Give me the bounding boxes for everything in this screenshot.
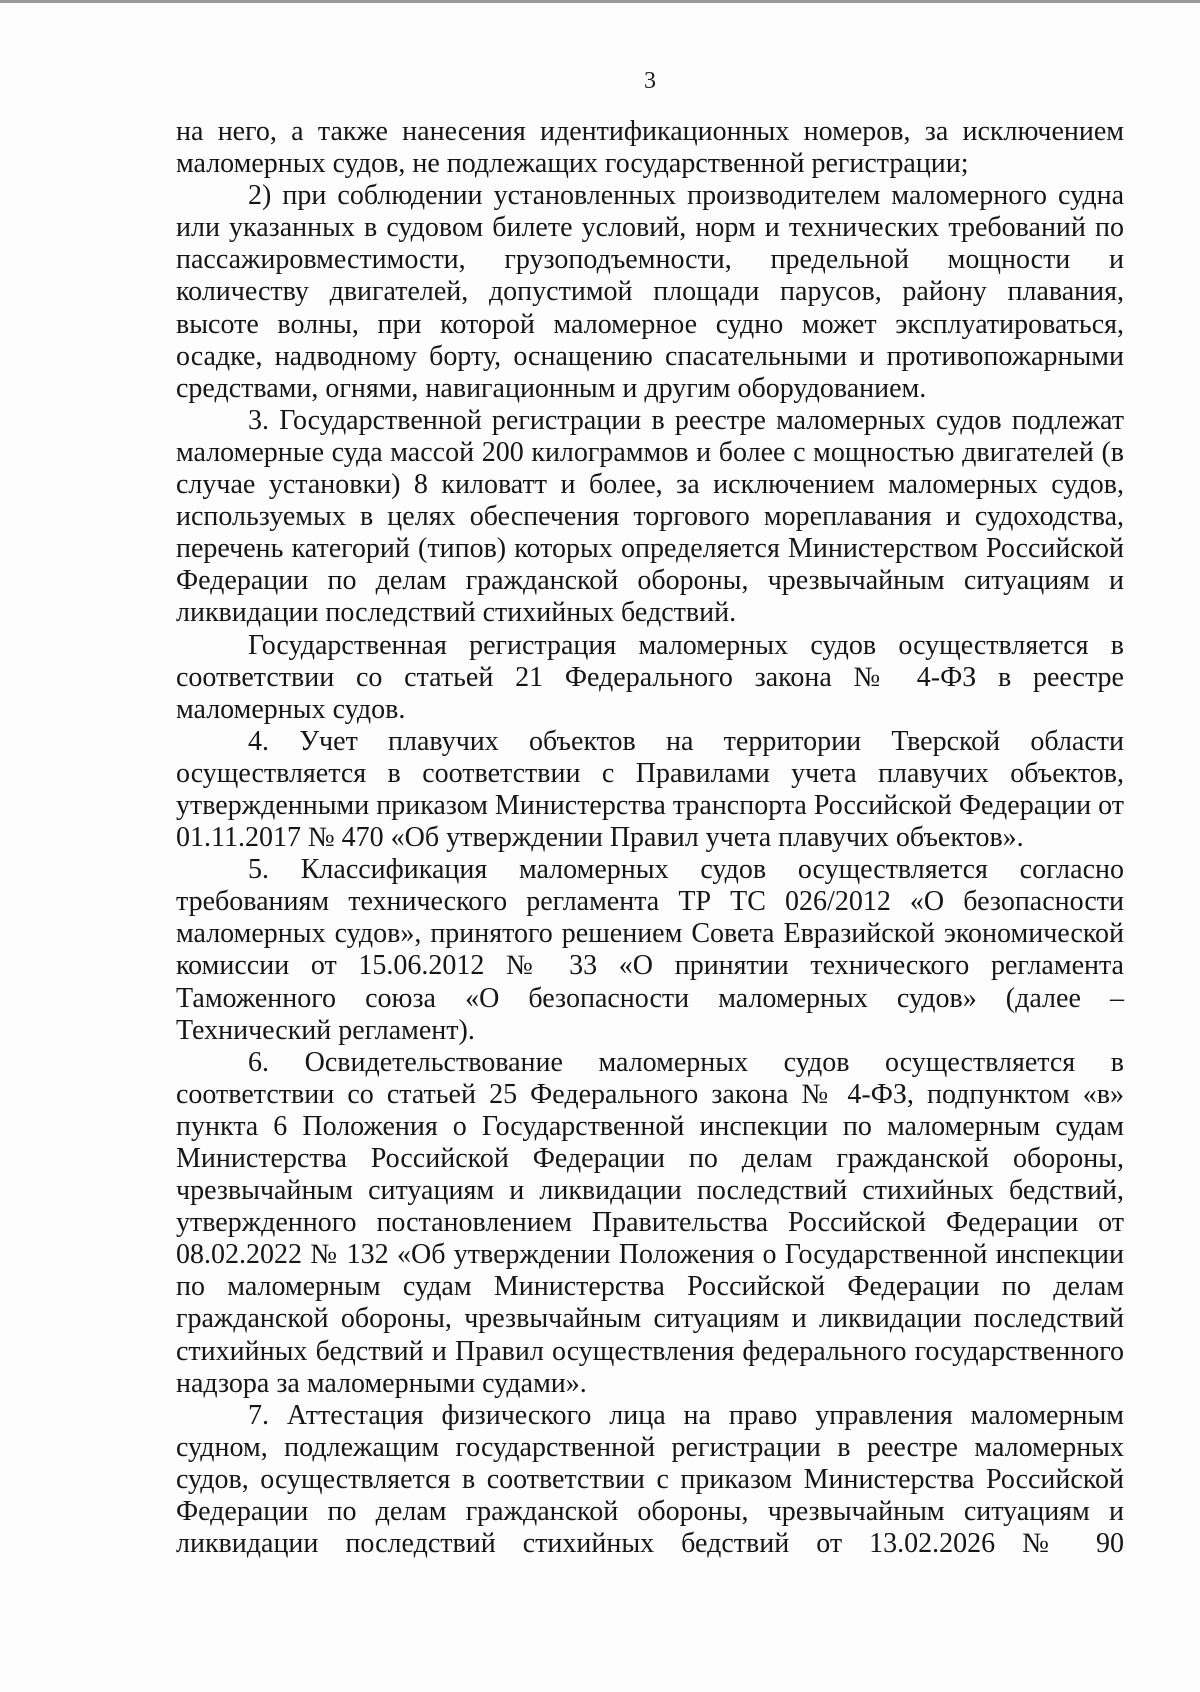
paragraph-continuation: на него, а также нанесения идентификационных номеров, за исключением маломерных судов, не подлежащих государственной регистрации; (176, 116, 1124, 180)
paragraph-item-3: 3. Государственной регистрации в реестре маломерных судов подлежат маломерные суда массой 200 килограммов и более с мощностью двигателей (в случае установки) 8 киловатт и более, за исключением маломерных судов, используемых в целях обеспечения торгового мореплавания и судоходства, перечень категорий (типов) которых определяется Министерством Российской Федерации по делам гражданской обороны, чрезвычайным ситуациям и ликвидации последствий стихийных бедствий. (176, 404, 1124, 629)
paragraph-registration: Государственная регистрация маломерных судов осуществляется в соответствии со статьей 21 Федерального закона № 4-ФЗ в реестре маломерных судов. (176, 629, 1124, 725)
page-top-edge (0, 0, 1200, 3)
paragraph-item-4: 4. Учет плавучих объектов на территории Тверской области осуществляется в соответствии с Правилами учета плавучих объектов, утвержденными приказом Министерства транспорта Российской Федерации от 01.11.2017 № 470 «Об утверждении Правил учета плавучих объектов». (176, 725, 1124, 854)
paragraph-item-5: 5. Классификация маломерных судов осуществляется согласно требованиям технического регламента ТР ТС 026/2012 «О безопасности маломерных судов», принятого решением Совета Евразийской экономической комиссии от 15.06.2012 № 33 «О принятии технического регламента Таможенного союза «О безопасности маломерных судов» (далее – Технический регламент). (176, 854, 1124, 1046)
page-number: 3 (644, 68, 656, 94)
paragraph-item-7: 7. Аттестация физического лица на право управления маломерным судном, подлежащим государственной регистрации в реестре маломерных судов, осуществляется в соответствии с приказом Министерства Российской Федерации по делам гражданской обороны, чрезвычайным ситуациям и ликвидации последствий стихийных бедствий от 13.02.2026 № 90 (176, 1399, 1124, 1560)
document-body (176, 116, 1124, 1560)
paragraph-item-6: 6. Освидетельствование маломерных судов осуществляется в соответствии со статьей 25 Федерального закона № 4-ФЗ, подпунктом «в» пункта 6 Положения о Государственной инспекции по маломерным судам Министерства Российской Федерации по делам гражданской обороны, чрезвычайным ситуациям и ликвидации последствий стихийных бедствий, утвержденного постановлением Правительства Российской Федерации от 08.02.2022 № 132 «Об утверждении Положения о Государственной инспекции по маломерным судам Министерства Российской Федерации по делам гражданской обороны, чрезвычайным ситуациям и ликвидации последствий стихийных бедствий и Правил осуществления федерального государственного надзора за маломерными судами». (176, 1046, 1124, 1399)
paragraph-item-2: 2) при соблюдении установленных производителем маломерного судна или указанных в судовом билете условий, норм и технических требований по пассажировместимости, грузоподъемности, предельной мощности и количеству двигателей, допустимой площади парусов, району плавания, высоте волны, при которой маломерное судно может эксплуатироваться, осадке, надводному борту, оснащению спасательными и противопожарными средствами, огнями, навигационным и другим оборудованием. (176, 180, 1124, 404)
